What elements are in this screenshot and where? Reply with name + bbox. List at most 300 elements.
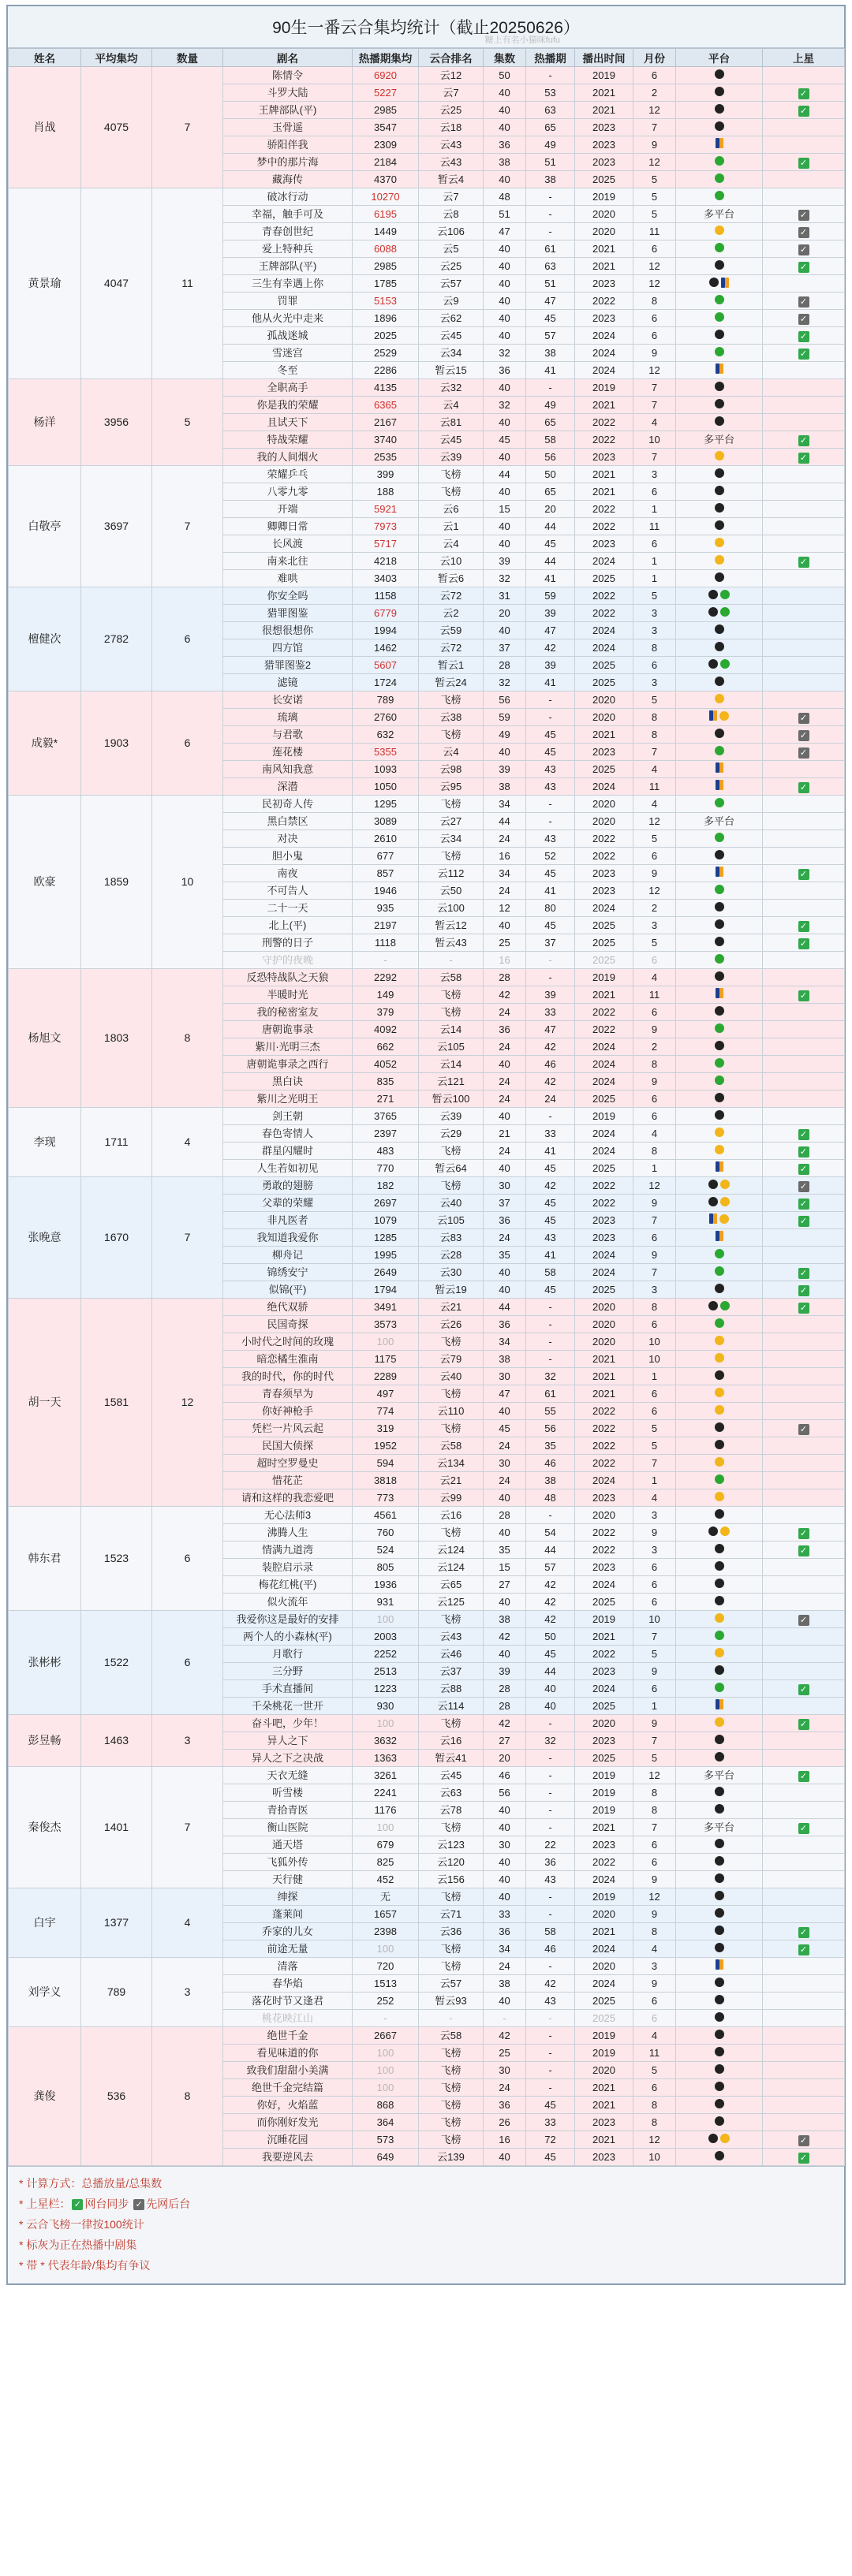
air-month: 12 (633, 882, 676, 900)
yunhe-rank: 云10 (419, 553, 484, 570)
tencent-video-icon (708, 607, 718, 617)
yunhe-rank: 飞榜 (419, 1958, 484, 1975)
drama-title: 黑白禁区 (223, 813, 353, 830)
yunhe-rank: 飞榜 (419, 1004, 484, 1021)
peak-period: 43 (526, 1229, 575, 1247)
peak-avg: 1223 (353, 1680, 419, 1698)
yunhe-rank: 云4 (419, 397, 484, 414)
peak-period: 54 (526, 1524, 575, 1541)
drama-title: 玉骨遥 (223, 119, 353, 136)
air-month: 10 (633, 431, 676, 449)
peak-avg: 3547 (353, 119, 419, 136)
peak-period: 56 (526, 1420, 575, 1437)
episodes: 40 (484, 1888, 526, 1906)
yunhe-rank: 飞榜 (419, 1715, 484, 1732)
peak-avg: 4561 (353, 1507, 419, 1524)
yunhe-rank: 暂云15 (419, 362, 484, 379)
peak-period: 42 (526, 639, 575, 657)
air-year: 2019 (575, 67, 633, 84)
platform-cell (676, 466, 763, 483)
yunhe-rank: 暂云43 (419, 934, 484, 952)
green-check-icon: ✓ (798, 2153, 809, 2164)
air-month: 6 (633, 1559, 676, 1576)
air-month: 12 (633, 813, 676, 830)
iqiyi-icon (715, 243, 724, 252)
yunhe-rank: 云125 (419, 1594, 484, 1611)
peak-avg: 2286 (353, 362, 419, 379)
youku-icon (715, 1648, 724, 1657)
peak-period: - (526, 1333, 575, 1351)
platform-cell (676, 674, 763, 692)
tencent-video-icon (715, 1735, 724, 1744)
note-legend-web-first: 先网后台 (146, 2198, 191, 2210)
drama-title: 你好神枪手 (223, 1403, 353, 1420)
tencent-video-icon (715, 2064, 724, 2074)
drama-title: 我要逆风去 (223, 2149, 353, 2166)
mango-tv-icon (716, 1959, 719, 1970)
yunhe-rank: 云123 (419, 1836, 484, 1854)
peak-period: 46 (526, 1940, 575, 1958)
episodes: 24 (484, 1437, 526, 1455)
peak-avg: 649 (353, 2149, 419, 2166)
drama-title: 似锦(平) (223, 1281, 353, 1299)
platform-cell (676, 258, 763, 275)
air-year: 2025 (575, 917, 633, 934)
drama-title: 锦绣安宁 (223, 1264, 353, 1281)
broadcast-cell (763, 1195, 845, 1212)
peak-avg: 4218 (353, 553, 419, 570)
episodes: 40 (484, 1993, 526, 2010)
air-month: 7 (633, 1819, 676, 1836)
broadcast-cell (763, 1455, 845, 1472)
youku-icon (715, 1457, 724, 1467)
iqiyi-icon (715, 191, 724, 200)
drama-title: 你好，火焰蓝 (223, 2097, 353, 2114)
peak-period: 38 (526, 1472, 575, 1489)
peak-period: 59 (526, 587, 575, 605)
episodes: 42 (484, 2027, 526, 2045)
peak-period: 47 (526, 622, 575, 639)
broadcast-cell (763, 900, 845, 917)
air-month: 8 (633, 1299, 676, 1316)
drama-title: 孤战迷城 (223, 327, 353, 345)
air-year: 2024 (575, 1073, 633, 1090)
episodes: 56 (484, 1784, 526, 1802)
drama-title: 八零九零 (223, 483, 353, 501)
drama-title: 我的人间烟火 (223, 449, 353, 466)
air-month: 3 (633, 622, 676, 639)
drama-title: 我的时代，你的时代 (223, 1368, 353, 1385)
broadcast-cell (763, 2114, 845, 2131)
peak-period: 50 (526, 466, 575, 483)
peak-period: 41 (526, 1247, 575, 1264)
platform-cell: 多平台 (676, 1767, 763, 1784)
peak-period: 56 (526, 449, 575, 466)
air-year: 2024 (575, 778, 633, 796)
episodes: 40 (484, 1160, 526, 1177)
air-year: 2025 (575, 1090, 633, 1108)
note-line (19, 2255, 833, 2276)
drama-title: 桃花映江山 (223, 2010, 353, 2027)
peak-avg: 100 (353, 2079, 419, 2097)
episodes: 40 (484, 119, 526, 136)
episodes: 30 (484, 1368, 526, 1385)
broadcast-cell (763, 119, 845, 136)
actor-name: 黄景瑜 (9, 188, 81, 379)
peak-avg: 2197 (353, 917, 419, 934)
air-year: 2020 (575, 223, 633, 240)
yunhe-rank: 云45 (419, 1767, 484, 1784)
peak-avg: 5355 (353, 744, 419, 761)
platform-cell (676, 1073, 763, 1090)
drama-title: 乔家的儿女 (223, 1923, 353, 1940)
air-month: 10 (633, 1351, 676, 1368)
iqiyi-icon (715, 312, 724, 322)
yunhe-rank: 云45 (419, 327, 484, 345)
air-month: 9 (633, 136, 676, 154)
peak-avg: 1118 (353, 934, 419, 952)
air-year: 2023 (575, 1559, 633, 1576)
air-year: 2019 (575, 1108, 633, 1125)
yunhe-rank: 云58 (419, 969, 484, 986)
episodes: 15 (484, 1559, 526, 1576)
broadcast-cell (763, 67, 845, 84)
yunhe-rank: 飞榜 (419, 2097, 484, 2114)
iqiyi-icon (715, 1058, 724, 1068)
air-month: 8 (633, 726, 676, 744)
broadcast-cell (763, 258, 845, 275)
air-year: 2019 (575, 379, 633, 397)
drama-title: 你是我的荣耀 (223, 397, 353, 414)
episodes: 26 (484, 2114, 526, 2131)
episodes: 31 (484, 587, 526, 605)
tencent-video-icon (715, 642, 724, 651)
air-month: 9 (633, 1715, 676, 1732)
header-cell: 剧名 (223, 49, 353, 67)
episodes: 40 (484, 1646, 526, 1663)
peak-avg: 3765 (353, 1108, 419, 1125)
broadcast-cell (763, 2027, 845, 2045)
episodes: 36 (484, 1316, 526, 1333)
peak-period: 45 (526, 1160, 575, 1177)
air-year: 2020 (575, 1333, 633, 1351)
green-check-icon: ✓ (798, 1771, 809, 1782)
episodes: 40 (484, 917, 526, 934)
peak-avg: 1363 (353, 1750, 419, 1767)
table-row (9, 1888, 845, 1906)
air-year: 2023 (575, 310, 633, 327)
platform-cell (676, 1316, 763, 1333)
air-month: 2 (633, 900, 676, 917)
peak-avg: 252 (353, 1993, 419, 2010)
yunhe-rank: 飞榜 (419, 2131, 484, 2149)
yunhe-rank: 飞榜 (419, 848, 484, 865)
tencent-video-icon (715, 1284, 724, 1293)
episodes: 44 (484, 1299, 526, 1316)
tencent-video-icon (715, 902, 724, 911)
episodes: 34 (484, 865, 526, 882)
yunhe-rank: 云100 (419, 900, 484, 917)
air-month: 6 (633, 2079, 676, 2097)
platform-cell (676, 553, 763, 570)
peak-avg: 2289 (353, 1368, 419, 1385)
platform-cell (676, 587, 763, 605)
peak-period: 24 (526, 1090, 575, 1108)
peak-period: 43 (526, 1871, 575, 1888)
air-month: 6 (633, 1680, 676, 1698)
table-row (9, 692, 845, 709)
episodes: 37 (484, 639, 526, 657)
air-year: 2024 (575, 327, 633, 345)
yunhe-rank: 飞榜 (419, 796, 484, 813)
episodes: 32 (484, 674, 526, 692)
air-year: 2022 (575, 518, 633, 535)
drama-title: 绝世千金完结篇 (223, 2079, 353, 2097)
broadcast-cell (763, 882, 845, 900)
table-row (9, 2027, 845, 2045)
note-line (19, 2214, 833, 2235)
tencent-video-icon (715, 260, 724, 270)
broadcast-cell (763, 709, 845, 726)
drama-count: 6 (152, 587, 223, 692)
air-month: 5 (633, 934, 676, 952)
air-year: 2023 (575, 154, 633, 171)
drama-title: 刑警的日子 (223, 934, 353, 952)
platform-cell (676, 1108, 763, 1125)
peak-avg: 3632 (353, 1732, 419, 1750)
peak-avg: 2667 (353, 2027, 419, 2045)
platform-cell (676, 1611, 763, 1628)
peak-avg: 2252 (353, 1646, 419, 1663)
broadcast-cell (763, 1264, 845, 1281)
tencent-video-icon (715, 399, 724, 408)
episodes: 38 (484, 1611, 526, 1628)
episodes: 32 (484, 570, 526, 587)
platform-cell (676, 154, 763, 171)
yunhe-rank: 云124 (419, 1559, 484, 1576)
actor-name: 欧豪 (9, 796, 81, 969)
peak-avg: 100 (353, 1333, 419, 1351)
header-cell: 数量 (152, 49, 223, 67)
air-year: 2023 (575, 275, 633, 293)
peak-period: 41 (526, 674, 575, 692)
episodes: 46 (484, 1767, 526, 1784)
broadcast-cell (763, 1351, 845, 1368)
broadcast-cell (763, 1993, 845, 2010)
broadcast-cell (763, 2131, 845, 2149)
gray-check-icon: ✓ (798, 2135, 809, 2146)
platform-cell (676, 778, 763, 796)
broadcast-cell (763, 1143, 845, 1160)
tencent-video-icon (708, 1180, 718, 1189)
peak-period: 58 (526, 1264, 575, 1281)
air-month: 4 (633, 761, 676, 778)
actor-name: 檀健次 (9, 587, 81, 692)
air-year: 2021 (575, 466, 633, 483)
air-year: 2023 (575, 1836, 633, 1854)
platform-cell (676, 1333, 763, 1351)
yunhe-rank: 云59 (419, 622, 484, 639)
green-check-icon: ✓ (798, 1303, 809, 1314)
air-year: 2021 (575, 102, 633, 119)
episodes: 28 (484, 1698, 526, 1715)
peak-avg: - (353, 952, 419, 969)
platform-cell (676, 1646, 763, 1663)
yunhe-rank: 云6 (419, 501, 484, 518)
youku-icon (715, 555, 724, 565)
drama-count: 8 (152, 2027, 223, 2166)
air-month: 4 (633, 414, 676, 431)
platform-cell (676, 605, 763, 622)
air-year: 2022 (575, 605, 633, 622)
peak-avg: 770 (353, 1160, 419, 1177)
air-month: 9 (633, 1195, 676, 1212)
broadcast-cell (763, 1368, 845, 1385)
drama-title: 特战荣耀 (223, 431, 353, 449)
peak-avg: 1513 (353, 1975, 419, 1993)
note-bullet: * (19, 2239, 27, 2251)
green-check-icon: ✓ (798, 158, 809, 169)
drama-title: 反恐特战队之天狼 (223, 969, 353, 986)
yunhe-rank: 云2 (419, 605, 484, 622)
broadcast-cell (763, 223, 845, 240)
header-cell: 上星 (763, 49, 845, 67)
platform-cell (676, 102, 763, 119)
peak-avg: 632 (353, 726, 419, 744)
air-year: 2022 (575, 1524, 633, 1541)
yunhe-rank: 云29 (419, 1125, 484, 1143)
peak-avg: 1050 (353, 778, 419, 796)
note-bullet: * (19, 2177, 27, 2190)
air-month: 6 (633, 1108, 676, 1125)
drama-title: 南风知我意 (223, 761, 353, 778)
air-month: 5 (633, 171, 676, 188)
peak-avg: 1794 (353, 1281, 419, 1299)
drama-title: 致我们甜甜小美满 (223, 2062, 353, 2079)
platform-cell (676, 1559, 763, 1576)
drama-title: 绅探 (223, 1888, 353, 1906)
broadcast-cell (763, 1819, 845, 1836)
yunhe-rank: 云156 (419, 1871, 484, 1888)
broadcast-cell (763, 1212, 845, 1229)
episodes: 40 (484, 414, 526, 431)
episodes: 30 (484, 1177, 526, 1195)
tencent-video-icon (715, 1873, 724, 1883)
air-year: 2021 (575, 240, 633, 258)
drama-title: 柳舟记 (223, 1247, 353, 1264)
platform-cell: 多平台 (676, 431, 763, 449)
episodes: 36 (484, 1923, 526, 1940)
peak-period: - (526, 1351, 575, 1368)
youku-icon (715, 1388, 724, 1397)
table-row (9, 1958, 845, 1975)
broadcast-cell (763, 1489, 845, 1507)
peak-period: - (526, 2062, 575, 2079)
tencent-video-icon (708, 1527, 718, 1536)
broadcast-cell (763, 1403, 845, 1420)
broadcast-cell (763, 84, 845, 102)
yunhe-rank: 暂云4 (419, 171, 484, 188)
peak-period: - (526, 813, 575, 830)
yunhe-rank: 暂云100 (419, 1090, 484, 1108)
episodes: 40 (484, 483, 526, 501)
air-year: 2024 (575, 1125, 633, 1143)
air-year: 2020 (575, 1316, 633, 1333)
green-check-icon: ✓ (798, 1129, 809, 1140)
yunhe-rank: 云71 (419, 1906, 484, 1923)
mango-tv-icon (716, 363, 719, 374)
episodes: 59 (484, 709, 526, 726)
platform-cell (676, 2097, 763, 2114)
episodes: 40 (484, 293, 526, 310)
air-month: 2 (633, 1038, 676, 1056)
youku-icon (715, 694, 724, 703)
broadcast-cell (763, 345, 845, 362)
episodes: 32 (484, 397, 526, 414)
drama-title: 藏海传 (223, 171, 353, 188)
green-check-icon: ✓ (798, 938, 809, 949)
air-year: 2023 (575, 865, 633, 882)
peak-avg: 452 (353, 1871, 419, 1888)
drama-title: 长安诺 (223, 692, 353, 709)
iqiyi-icon (715, 833, 724, 842)
drama-title: 异人之下之决战 (223, 1750, 353, 1767)
tencent-video-icon (715, 1665, 724, 1675)
peak-period: 40 (526, 1698, 575, 1715)
broadcast-cell (763, 1715, 845, 1732)
platform-cell (676, 1732, 763, 1750)
peak-avg: 2397 (353, 1125, 419, 1143)
platform-cell (676, 1090, 763, 1108)
platform-cell (676, 1594, 763, 1611)
avg-per-episode: 3956 (81, 379, 152, 466)
broadcast-cell (763, 2062, 845, 2079)
youku-icon (715, 1145, 724, 1154)
tencent-video-icon (708, 1197, 718, 1206)
drama-title: 北上(平) (223, 917, 353, 934)
peak-period: - (526, 188, 575, 206)
air-year: 2024 (575, 639, 633, 657)
peak-avg: 1158 (353, 587, 419, 605)
episodes: 40 (484, 744, 526, 761)
actor-name: 韩东君 (9, 1507, 81, 1611)
drama-title: 黑白诀 (223, 1073, 353, 1090)
note-line (19, 2194, 833, 2214)
air-month: 4 (633, 969, 676, 986)
drama-title: 琉璃 (223, 709, 353, 726)
air-month: 9 (633, 1021, 676, 1038)
broadcast-cell (763, 102, 845, 119)
peak-avg: 1175 (353, 1351, 419, 1368)
yunhe-rank: 暂云12 (419, 917, 484, 934)
drama-count: 7 (152, 1177, 223, 1299)
note-text: 云合飞榜一律按100统计 (26, 2218, 144, 2231)
episodes: 40 (484, 1854, 526, 1871)
iqiyi-icon (715, 885, 724, 894)
drama-title: 清落 (223, 1958, 353, 1975)
air-year: 2022 (575, 1646, 633, 1663)
platform-cell (676, 1281, 763, 1299)
yunhe-rank: 云38 (419, 709, 484, 726)
tencent-video-icon (715, 2012, 724, 2022)
air-year: 2019 (575, 1784, 633, 1802)
air-year: 2025 (575, 674, 633, 692)
peak-avg: 149 (353, 986, 419, 1004)
air-year: 2021 (575, 483, 633, 501)
broadcast-cell (763, 744, 845, 761)
air-month: 3 (633, 1958, 676, 1975)
peak-period: 44 (526, 553, 575, 570)
